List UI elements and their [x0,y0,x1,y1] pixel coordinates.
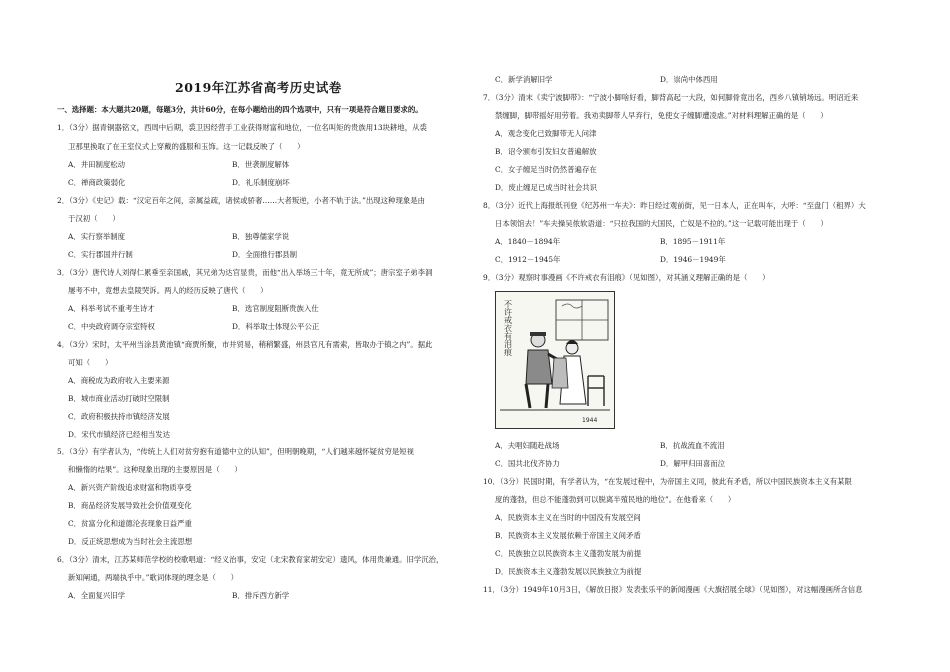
q4-line-1: 4．（3分）宋时，太平州当涂县黄池镇“商贾所聚，市井贸易，稍稍繁盛，州县官凡有需索，皆取办于镇之内”。据此 [57,340,433,349]
q3-option-d: D．科举取士体现公平公正 [232,322,320,331]
q1-option-d: D．礼乐制度崩坏 [232,178,290,187]
q10-option-a: A．民族资本主义在当时的中国没有发展空间 [495,513,641,522]
q6-option-d: D．崇尚中体西用 [660,75,718,84]
q1-option-b: B．世袭制度解体 [232,160,290,169]
q1-option-a: A．井田制度松动 [68,160,126,169]
q4-line-2: 可知（ ） [68,358,113,367]
q5-option-c: C．贫富分化和道德沦丧现象日益严重 [68,519,192,528]
cartoon-caption: 不许戒衣有泪痕 [503,300,513,356]
q4-option-d: D．宋代市镇经济已经相当发达 [68,430,171,439]
page-title: 2019年江苏省高考历史试卷 [175,80,342,95]
q6-line-1: 6．（3分）清末，江苏某师范学校的校歌唱道：“经义治事，安定（北宋教育家胡安定）遗风，体用贵兼通。旧学沉治， [57,555,444,564]
q6-line-2: 新知阐通，两端执乎中。”歌词体现的理念是（ ） [68,573,239,582]
q9-option-c: C．国共北伐齐协力 [495,459,560,468]
q3-line-1: 3．（3分）唐代诗人刘得仁累垂至亲国戚，其兄弟为达官显贵，而他“出入举场三十年，竟无所成”；唐宗室子弟李洞 [57,268,433,277]
q7-line-2: 禁缠脚，脚带摇好用劳着。我劝卖脚带人早弃行，免使女子缠脚遭凌虐。”对材料理解正确的是（ ） [495,111,828,120]
q2-option-b: B．独尊儒家学说 [232,232,290,241]
q3-option-c: C．中央政府调夺宗室特权 [68,322,155,331]
q8-option-c: C．1912－1945年 [495,255,561,264]
q2-option-d: D．全面推行郡县制 [232,250,298,259]
q7-option-a: A．观念变化已致脚带无人问津 [495,129,597,138]
cartoon-image [495,291,615,429]
q3-option-b: B．选官制度阻断贵族入仕 [232,304,319,313]
q11-line-1: 11．（3分）1949年10月3日，《解放日报》发表张乐平的新闻漫画《大旗招展全球》（见如图），对这幅漫画所含信息 [483,585,863,594]
q2-line-1: 2．（3分）《史记》载：“汉定百年之间，亲属益疏，诸侯或骄奢……大者叛逆，小者不轨于法。”出现这种现象是由 [57,196,426,205]
q7-option-b: B．诏令颁布引发妇女普遍解放 [495,147,597,156]
q8-line-1: 8．（3分）近代上海报纸刊登《纪苏州一车夫》：昨日经过观前街，见一日本人，正在叫车，大呼：“至盘门（租界）大 [483,201,866,210]
q6-option-a: A．全面复兴旧学 [68,591,126,600]
q5-option-b: B．商品经济发展导致社会价值观变化 [68,501,192,510]
q2-option-a: A．实行察举制度 [68,232,126,241]
q5-option-a: A．新兴资产阶级追求财富和物质享受 [68,483,192,492]
q7-option-d: D．废止缠足已成当时社会共识 [495,183,598,192]
q10-line-1: 10．（3分）民国时期，有学者认为，“在发展过程中，为帝国主义同，彼此有矛盾，所以中国民族资本主义有某限 [483,477,852,486]
q3-line-2: 屡考不中，竟想去皇陵哭诉。两人的经历反映了唐代（ ） [68,286,268,295]
q10-option-d: D．民族资本主义蓬勃发展以民族独立为前提 [495,567,642,576]
q5-option-d: D．反正统思想成为当时社会主流思想 [68,537,193,546]
q8-line-2: 日本领馆去！”车夫操吴侬软语道：“只拉我国的大国民，亡奴是不拉的。”这一记载可能出现于（ ） [495,219,828,228]
q1-line-2: 卫那里换取了在王室仪式上穿戴的盛服和玉饰。这一记载反映了（ ） [68,142,305,151]
q10-option-c: C．民族独立以民族资本主义蓬勃发展为前提 [495,549,642,558]
q1-option-c: C．禅商政策弱化 [68,178,126,187]
q6-option-b: B．排斥西方新学 [232,591,290,600]
q8-option-a: A．1840－1894年 [495,237,561,246]
section-heading: 一、选择题：本大题共20题，每题3分，共计60分，在每小题给出的四个选项中，只有一项是符合题目要求的。 [57,105,423,114]
q9-line-1: 9．（3分）观察时事漫画《不许戒衣有泪痕》（见如图），对其涵义理解正确的是（ ） [483,273,770,282]
q4-option-c: C．政府积极扶持市镇经济发展 [68,412,170,421]
q9-option-b: B．抗战流血不流泪 [660,441,725,450]
q10-line-2: 度的蓬勃，但总不能蓬勃到可以脱离半殖民地的地位”。在他看来（ ） [495,495,736,504]
q9-option-a: A．夫唱妇随赴战场 [495,441,560,450]
q2-line-2: 于汉初（ ） [68,214,120,223]
q2-option-c: C．实行郡国并行制 [68,250,133,259]
q4-option-a: A．商税成为政府收入主要来源 [68,376,170,385]
q10-option-b: B．民族资本主义发展依赖于帝国主义间矛盾 [495,531,641,540]
cartoon-date: 1944 [582,417,598,424]
q5-line-1: 5．（3分）有学者认为，“传统上人们对贫穷抱有道德中立的认知”，但明朝晚期，“人们越来越怀疑贫穷是短视 [57,447,415,456]
q8-option-b: B．1895－1911年 [660,237,726,246]
q7-line-1: 7．（3分）清末《卖宁波脚带》：“宁波小脚啥好看，脚背高起一大段，如何脚骨竟出名，西乡八镇销场远。明诏近来 [483,93,859,102]
q8-option-d: D．1946－1949年 [660,255,726,264]
q9-option-d: D．解甲归田喜而泣 [660,459,726,468]
q1-line-1: 1．（3分）据青铜器铭文，西周中后期，裘卫因经营手工业获得财富和地位，一位名叫矩的贵族用13块耕地，从裘 [57,123,427,132]
q4-option-b: B．城市商业活动打破时空限制 [68,394,170,403]
q3-option-a: A．科举考试不重考生诗才 [68,304,155,313]
q5-line-2: 和懒惰的结果”。这种现象出现的主要原因是（ ） [68,465,242,474]
q7-option-c: C．女子缠足当时仍然普遍存在 [495,165,597,174]
q6-option-c: C．新学消解旧学 [495,75,553,84]
